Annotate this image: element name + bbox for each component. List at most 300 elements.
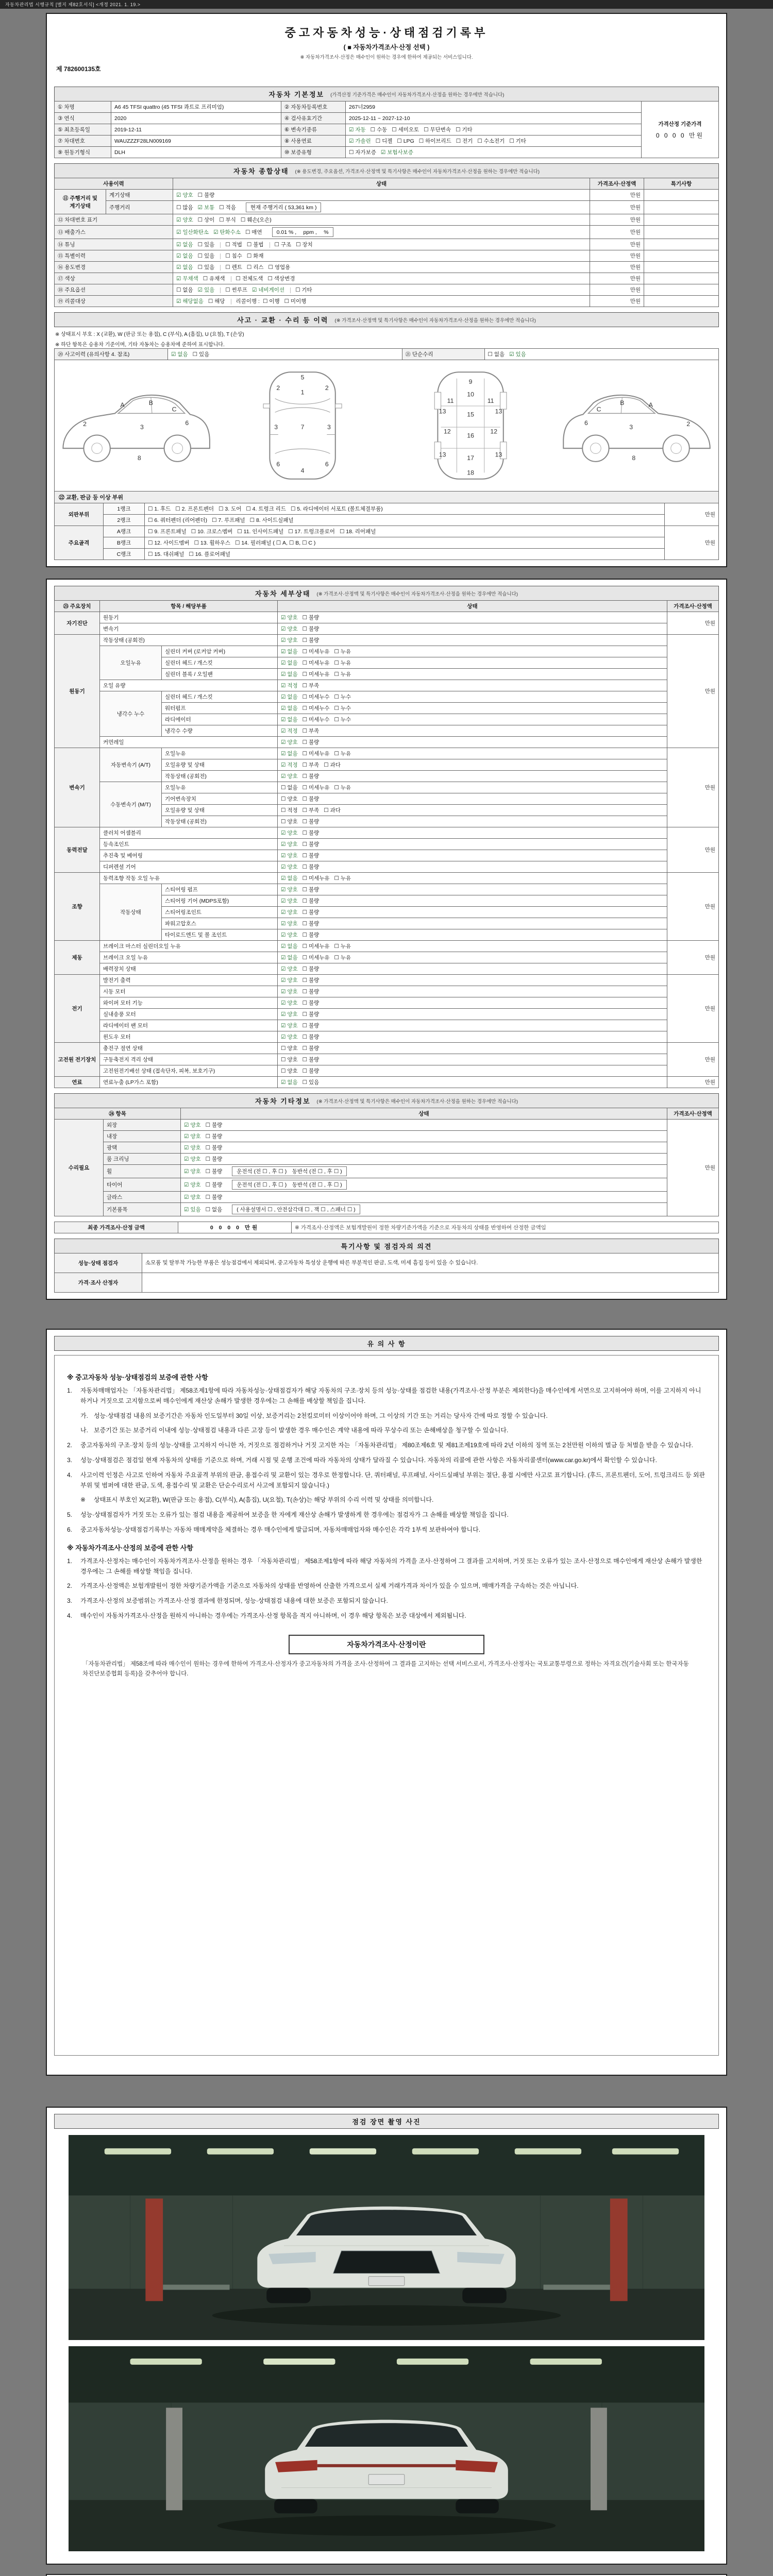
checkbox-하이브리드[interactable]: ☐ 하이브리드 [418,138,451,144]
checkbox-양호[interactable]: ☑ 양호 [281,989,298,995]
checkbox-양호[interactable]: ☐ 양호 [281,819,298,825]
checkbox-없음[interactable]: ☑ 없음 [281,705,298,711]
state-cell [278,975,667,986]
checkbox-불량[interactable]: ☐ 불량 [302,966,320,972]
checkbox-누유[interactable]: ☐ 누유 [334,785,351,791]
checkbox-있음[interactable]: ☐ 있음 [197,264,215,270]
part-label: 오일유량 및 상태 [162,805,278,816]
accident-history-row [55,349,719,360]
price-cell: 만원 [667,612,719,635]
checkbox-part-6[interactable]: ☐ 6. 쿼터펜더 (리어펜더) [148,517,208,523]
checkbox-미세누유[interactable]: ☐ 미세누유 [302,649,330,655]
checkbox-미세누수[interactable]: ☐ 미세누수 [302,705,330,711]
checkbox-있음[interactable]: ☐ 있음 [197,242,215,248]
detail-row [55,748,719,759]
checkbox-양호[interactable]: ☑ 양호 [281,887,298,893]
item-label: ⑱ 주요옵션 [55,284,173,296]
checkbox-적정[interactable]: ☑ 적정 [281,762,298,768]
checkbox-불량[interactable]: ☐ 불량 [302,1057,320,1063]
checkbox-part-7[interactable]: ☐ 7. 루프패널 [212,517,245,523]
checkbox-리스[interactable]: ☐ 리스 [246,264,264,270]
checkbox-불량[interactable]: ☐ 불량 [302,977,320,984]
checkbox-미세누수[interactable]: ☐ 미세누수 [302,694,330,700]
state-cell [181,1131,667,1142]
field-label: ② 자동차등록번호 [281,101,346,113]
checkbox-양호[interactable]: ☑ 양호 [281,1034,298,1040]
checkbox-불량[interactable]: ☐ 불량 [205,1133,223,1140]
checkbox-없음[interactable]: ☑ 없음 [281,1079,298,1086]
part-label: 오일유량 및 상태 [162,759,278,771]
checkbox-양호[interactable]: ☐ 양호 [281,1045,298,1052]
checkbox-있음[interactable]: ☑ 있음 [184,1207,201,1213]
checkbox-양호[interactable]: ☑ 양호 [281,841,298,848]
checkbox-불량[interactable]: ☐ 불량 [205,1145,223,1151]
part-label: 와이퍼 모터 기능 [100,997,278,1009]
checkbox-양호[interactable]: ☐ 양호 [281,1068,298,1074]
checkbox-불량[interactable]: ☐ 불량 [302,898,320,904]
checkbox-수동[interactable]: ☐ 수동 [370,127,388,133]
paragraph-text: 매수인이 자동차가격조사·산정을 원하지 아니하는 경우에는 가격조사·산정 항목을 적지 아니하며, 이 경우 해당 항목은 보증 대상에서 제외됩니다. [80,1612,466,1619]
checkbox-없음[interactable]: ☑ 없음 [176,253,193,259]
checkbox-불량[interactable]: ☐ 불량 [302,1034,320,1040]
checkbox-part-18[interactable]: ☐ 18. 리어패널 [339,529,376,535]
checkbox-part-2[interactable]: ☐ 2. 프론트펜더 [175,506,214,512]
detail-row [55,861,719,873]
checkbox-part-15[interactable]: ☐ 15. 대쉬패널 [148,551,184,557]
checkbox-없음[interactable]: ☐ 없음 [176,287,193,293]
detail-row [55,986,719,997]
checkbox-누수[interactable]: ☐ 누수 [334,694,351,700]
price-cell: 만원 [667,1077,719,1088]
state-cell [181,1142,667,1154]
checkbox-part-8[interactable]: ☐ 8. 사이드실패널 [249,517,294,523]
field-label: ⑦ 차대번호 [55,135,111,147]
checkbox-없음[interactable]: ☑ 없음 [281,875,298,882]
checkbox-불량[interactable]: ☐ 불량 [302,1011,320,1018]
state-cell [173,239,590,250]
checkbox-적정[interactable]: ☑ 적정 [281,728,298,734]
notice-paragraph [80,1495,706,1505]
part-label: 클러치 어셈블리 [100,827,278,839]
field-value: 2019-12-11 [111,124,281,135]
basic-info-row [55,124,719,135]
panel-number-8: 8 [632,454,636,462]
checkbox-보험사보증[interactable]: ☑ 보험사보증 [380,149,413,156]
checkbox-불량[interactable]: ☐ 불량 [205,1168,223,1175]
notice-paragraph [67,1386,706,1406]
checkbox-기타[interactable]: ☐ 기타 [509,138,526,144]
checkbox-불량[interactable]: ☐ 불량 [205,1182,223,1188]
price-definition-box: 자동차가격조사·산정이란 [289,1635,484,1654]
checkbox-양호[interactable]: ☐ 양호 [281,1057,298,1063]
checkbox-없음[interactable]: ☑ 없음 [281,717,298,723]
checkbox-있음[interactable]: ☑ 있음 [509,351,526,358]
checkbox-불량[interactable]: ☐ 불량 [302,615,320,621]
panel-number-4: 4 [300,467,305,474]
checkbox-미세누유[interactable]: ☐ 미세누유 [302,875,330,882]
checkbox-part-3[interactable]: ☐ 3. 도어 [219,506,242,512]
checkbox-화재[interactable]: ☐ 화재 [246,253,264,259]
paragraph-number: 5. [67,1511,73,1519]
item-label: ⑲ 리콜대상 [55,296,173,307]
checkbox-미세누유[interactable]: ☐ 미세누유 [302,785,330,791]
checkbox-누수[interactable]: ☐ 누수 [334,705,351,711]
panel-number-12: 12 [490,428,497,435]
checkbox-누유[interactable]: ☐ 누유 [334,660,351,666]
checkbox-불량[interactable]: ☐ 불량 [302,909,320,916]
checkbox-해당[interactable]: ☐ 해당 [208,298,225,304]
checkbox-양호[interactable]: ☑ 양호 [281,1000,298,1006]
checkbox-불량[interactable]: ☐ 불량 [302,830,320,836]
checkbox-누수[interactable]: ☐ 누수 [334,717,351,723]
use-history-group: ⑪ 주행거리 및 계기상태 [55,190,106,214]
checkbox-불량[interactable]: ☐ 불량 [302,989,320,995]
checkbox-훼손(오손)[interactable]: ☐ 훼손(오손) [240,217,272,223]
checkbox-없음[interactable]: ☐ 없음 [281,785,298,791]
checkbox-부식[interactable]: ☐ 부식 [219,217,236,223]
detail-row [55,839,719,850]
panel-items [145,549,665,560]
field-label: ④ 검사유효기간 [281,113,346,124]
detail-row [55,1020,719,1031]
checkbox-누유[interactable]: ☐ 누유 [334,649,351,655]
checkbox-양호[interactable]: ☑ 양호 [184,1156,201,1162]
notice-paragraph [80,1411,706,1421]
checkbox-상이[interactable]: ☐ 상이 [197,217,215,223]
panel-number-2: 2 [83,420,87,428]
checkbox-양호[interactable]: ☑ 양호 [281,921,298,927]
checkbox-불량[interactable]: ☐ 불량 [302,853,320,859]
checkbox-전체도색[interactable]: ☐ 전체도색 [236,276,263,282]
checkbox-없음[interactable]: ☐ 없음 [488,351,505,358]
checkbox-불량[interactable]: ☐ 불량 [302,1045,320,1052]
checkbox-양호[interactable]: ☑ 양호 [281,932,298,938]
paragraph-text: 가격조사·산정액은 보험개발원이 정한 차량기준가액을 기준으로 자동차의 상태를 반영하여 산출한 가격으로서 실제 거래가격과 차이가 있을 수 있으며, 매매가격을 구속하는 것은 아닙니다. [80,1582,579,1590]
item-label: 주행거리 [106,201,173,214]
exchange-rank-table [54,503,719,560]
checkbox-해당없음[interactable]: ☑ 해당없음 [176,298,204,304]
checkbox-미세누수[interactable]: ☐ 미세누수 [302,717,330,723]
detail-row [55,884,719,895]
checkbox-불량[interactable]: ☐ 불량 [302,637,320,643]
column-header: ㉓ 주요장치 [55,601,100,612]
checkbox-불량[interactable]: ☐ 불량 [205,1194,223,1200]
item-label: 기본품목 [104,1203,181,1216]
panel-number-A: A [648,401,653,409]
panel-number-1: 1 [300,388,305,396]
checkbox-양호[interactable]: ☑ 양호 [281,615,298,621]
overall-row [55,250,719,262]
checkbox-세미오토[interactable]: ☐ 세미오토 [392,127,419,133]
panel-group: 주요골격 [55,526,104,560]
checkbox-양호[interactable]: ☑ 양호 [281,773,298,779]
paragraph-text: 자동차매매업자는 「자동차관리법」 제58조제1항에 따라 자동차성능·상태점검자가 해당 자동차의 구조·장치 등의 성능·상태를 점검한 내용(가격조사·산정 부분은 제외한다)을 매수인에게 서면으로 고지하여야 하며, 이를 고지하지 아니하거나 거짓으로 고지함으로써 매수인에게 재산상 손해가 발생한 경우에는 그 손해를 배상할 책임을 집니다. [80,1387,701,1404]
opinion-text [142,1273,719,1293]
paragraph-text: 보증기간 또는 보증거리 이내에 성능·상태점검 내용과 다른 고장 등이 발생한 경우 매수인은 계약 내용에 따라 무상수리 또는 손해배상을 청구할 수 있습니다. [94,1427,509,1434]
checkbox-부족[interactable]: ☐ 부족 [302,728,320,734]
checkbox-LPG[interactable]: ☐ LPG [397,138,414,144]
photos-title: 점검 장면 촬영 사진 [352,2118,421,2126]
checkbox-일산화탄소[interactable]: ☑ 일산화탄소 [176,229,209,235]
paragraph-text: 중고자동차성능·상태점검기록부는 자동차 매매계약을 체결하는 경우 매수인에게 발급되며, 자동차매매업자와 매수인은 각각 1부씩 보관하여야 합니다. [80,1526,481,1533]
note-cell [644,273,719,284]
checkbox-누유[interactable]: ☐ 누유 [334,751,351,757]
checkbox-불량[interactable]: ☐ 불량 [302,932,320,938]
checkbox-자가보증[interactable]: ☐ 자가보증 [349,149,376,156]
paragraph-number: 6. [67,1526,73,1533]
checkbox-양호[interactable]: ☑ 양호 [184,1122,201,1128]
checkbox-침수[interactable]: ☐ 침수 [225,253,242,259]
checkbox-양호[interactable]: ☑ 양호 [184,1194,201,1200]
state-code-legend2: ※ 하단 항목은 승용차 기준이며, 기타 자동차는 승용차에 준하여 표시합니다. [55,342,225,348]
checkbox-불법[interactable]: ☐ 불법 [246,242,264,248]
set-divider [220,287,221,293]
opinions-table [54,1253,719,1293]
checkbox-부족[interactable]: ☐ 부족 [302,807,320,814]
checkbox-불량[interactable]: ☐ 불량 [302,864,320,870]
checkbox-part-12[interactable]: ☐ 12. 사이드멤버 [148,540,190,546]
checkbox-구조[interactable]: ☐ 구조 [274,242,292,248]
checkbox-불량[interactable]: ☐ 불량 [302,796,320,802]
checkbox-기타[interactable]: ☐ 기타 [295,287,312,293]
state-cell [278,805,667,816]
checkbox-가솔린[interactable]: ☑ 가솔린 [349,138,371,144]
checkbox-누유[interactable]: ☐ 누유 [334,955,351,961]
checkbox-불량[interactable]: ☐ 불량 [302,921,320,927]
etc-row [55,1120,719,1131]
state-cell [278,612,667,623]
checkbox-불량[interactable]: ☐ 불량 [302,1068,320,1074]
column-header: ㉔ 항목 [55,1108,181,1120]
part-label: 충전구 절연 상태 [100,1043,278,1054]
checkbox-부족[interactable]: ☐ 부족 [302,683,320,689]
checkbox-양호[interactable]: ☑ 양호 [281,898,298,904]
checkbox-양호[interactable]: ☑ 양호 [184,1168,201,1175]
price-cell: 만원 [590,226,644,239]
checkbox-양호[interactable]: ☑ 양호 [184,1145,201,1151]
checkbox-없음[interactable]: ☑ 없음 [281,955,298,961]
checkbox-불량[interactable]: ☐ 불량 [302,1023,320,1029]
checkbox-수소전기[interactable]: ☐ 수소전기 [477,138,505,144]
checkbox-part-16[interactable]: ☐ 16. 플로어패널 [189,551,230,557]
checkbox-적정[interactable]: ☐ 적정 [281,807,298,814]
checkbox-part-11[interactable]: ☐ 11. 인사이드패널 [237,529,284,535]
paragraph-number: 가. [80,1412,88,1419]
simple-repair-state [484,349,719,360]
checkbox-없음[interactable]: ☑ 없음 [176,242,193,248]
paragraph-text: 사고이력 인정은 사고로 인하여 자동차 주요골격 부위의 판금, 용접수리 및 교환이 있는 경우로 한정합니다. 단, 쿼터패널, 루프패널, 사이드실패널 부위는 절단, 용접 시에만 사고로 표기합니다. (후드, 프론트펜더, 도어, 트렁크리드 등 외판 부위 및 범퍼에 대한 판금, 도색, 용접수리 및 교환은 단순수리로서 사고에 포함되지 않습니다.) [80,1471,705,1489]
checkbox-있음[interactable]: ☐ 있음 [302,1079,320,1086]
state-cell [278,929,667,941]
inspection-photo-front [63,2135,710,2340]
checkbox-불량[interactable]: ☐ 불량 [302,841,320,848]
checkbox-장치[interactable]: ☐ 장치 [296,242,313,248]
checkbox-양호[interactable]: ☑ 양호 [184,1133,201,1140]
checkbox-없음[interactable]: ☑ 없음 [281,751,298,757]
rank-row [55,537,719,549]
checkbox-양호[interactable]: ☑ 양호 [281,1011,298,1018]
paragraph-number: 4. [67,1471,73,1479]
exchange-section-label: ㉒ 교환, 판금 등 이상 부위 [54,492,719,503]
checkbox-part-14[interactable]: ☐ 14. 필러패널 ( ☐ A, ☐ B, ☐ C ) [234,540,316,546]
section-notice [54,1336,719,1351]
checkbox-기타[interactable]: ☐ 기타 [456,127,473,133]
checkbox-part-17[interactable]: ☐ 17. 트렁크플로어 [288,529,335,535]
checkbox-불량[interactable]: ☐ 불량 [302,773,320,779]
checkbox-part-13[interactable]: ☐ 13. 휠하우스 [194,540,230,546]
checkbox-불량[interactable]: ☐ 불량 [197,192,215,198]
section-overall-title: 자동차 종합상태 [233,167,289,175]
checkbox-무단변속[interactable]: ☐ 무단변속 [424,127,451,133]
checkbox-과다[interactable]: ☐ 과다 [324,807,341,814]
part-label: 발전기 출력 [100,975,278,986]
checkbox-영업용[interactable]: ☐ 영업용 [268,264,291,270]
basic-info-row [55,135,719,147]
checkbox-미세누유[interactable]: ☐ 미세누유 [302,671,330,677]
checkbox-적법[interactable]: ☐ 적법 [225,242,242,248]
checkbox-양호[interactable]: ☑ 양호 [281,977,298,984]
checkbox-있음[interactable]: ☐ 있음 [197,253,215,259]
checkbox-자동[interactable]: ☑ 자동 [349,127,366,133]
state-cell [181,1165,667,1178]
checkbox-없음[interactable]: ☑ 없음 [281,694,298,700]
checkbox-없음[interactable]: ☑ 없음 [176,264,193,270]
checkbox-색상변경[interactable]: ☐ 색상변경 [267,276,295,282]
checkbox-적정[interactable]: ☑ 적정 [281,683,298,689]
checkbox-불량[interactable]: ☐ 불량 [302,739,320,745]
checkbox-디젤[interactable]: ☐ 디젤 [375,138,393,144]
checkbox-양호[interactable]: ☑ 양호 [281,864,298,870]
checkbox-불량[interactable]: ☐ 불량 [205,1156,223,1162]
checkbox-부족[interactable]: ☐ 부족 [302,762,320,768]
etc-header-row [55,1108,719,1120]
device-group: 전기 [55,975,100,1043]
checkbox-썬루프[interactable]: ☐ 썬루프 [225,287,248,293]
set-divider [220,242,221,248]
overall-row [55,284,719,296]
final-price-unit: 만원 [244,1225,260,1231]
checkbox-네비게이션[interactable]: ☑ 네비게이션 [252,287,285,293]
checkbox-없음[interactable]: ☑ 없음 [281,671,298,677]
paragraph-number: 2. [67,1442,73,1449]
checkbox-불량[interactable]: ☐ 불량 [302,819,320,825]
part-label: 커먼레일 [100,737,278,748]
checkbox-양호[interactable]: ☑ 양호 [281,853,298,859]
panel-number-3: 3 [274,423,278,431]
checkbox-과다[interactable]: ☐ 과다 [324,762,341,768]
checkbox-part-9[interactable]: ☐ 9. 프론트패널 [148,529,187,535]
checkbox-미세누유[interactable]: ☐ 미세누유 [302,660,330,666]
checkbox-불량[interactable]: ☐ 불량 [302,1000,320,1006]
item-label: 휠 [104,1165,181,1178]
checkbox-없음[interactable]: ☑ 없음 [281,943,298,950]
checkbox-불량[interactable]: ☐ 불량 [302,887,320,893]
checkbox-part-1[interactable]: ☐ 1. 후드 [148,506,171,512]
price-cell: 만원 [590,284,644,296]
checkbox-part-5[interactable]: ☐ 5. 라디에이터 서포트 (볼트체결부품) [290,506,383,512]
car-diagram-underbody-icon [391,364,550,487]
checkbox-보통[interactable]: ☑ 보통 [197,205,215,211]
checkbox-양호[interactable]: ☑ 양호 [176,192,193,198]
state-cell [278,1043,667,1054]
panel-number-6: 6 [276,461,280,468]
checkbox-없음[interactable]: ☑ 없음 [281,660,298,666]
checkbox-렌트[interactable]: ☐ 렌트 [225,264,242,270]
rank-label: C랭크 [104,549,145,560]
checkbox-불량[interactable]: ☐ 불량 [302,626,320,632]
checkbox-유채색[interactable]: ☐ 유채색 [203,276,225,282]
checkbox-양호[interactable]: ☑ 양호 [281,626,298,632]
checkbox-있음[interactable]: ☑ 있음 [197,287,215,293]
checkbox-이행[interactable]: ☐ 이행 [262,298,280,304]
checkbox-미세누유[interactable]: ☐ 미세누유 [302,943,330,950]
accident-history-label: ⑳ 사고이력 (유의사항 4. 참조) [55,349,168,360]
part-label: 작동상태 (공회전) [100,635,278,646]
state-cell [173,201,590,214]
checkbox-양호[interactable]: ☑ 양호 [281,739,298,745]
checkbox-미세누유[interactable]: ☐ 미세누유 [302,751,330,757]
state-cell [173,262,590,273]
checkbox-있음[interactable]: ☐ 있음 [192,351,210,358]
opinion-row [55,1273,719,1293]
detail-row [55,997,719,1009]
checkbox-많음[interactable]: ☐ 많음 [176,205,193,211]
checkbox-매연[interactable]: ☐ 매연 [245,229,262,235]
base-price-cell [642,101,719,158]
state-cell [181,1192,667,1203]
panel-number-15: 15 [466,411,474,418]
part-label: 연료누출 (LP가스 포함) [100,1077,278,1088]
section-etc [54,1093,719,1108]
checkbox-part-4[interactable]: ☐ 4. 트렁크 리드 [246,506,286,512]
checkbox-누유[interactable]: ☐ 누유 [334,671,351,677]
checkbox-part-10[interactable]: ☐ 10. 크로스멤버 [191,529,233,535]
panel-number-3: 3 [140,423,144,431]
detail-row [55,975,719,986]
checkbox-양호[interactable]: ☐ 양호 [281,796,298,802]
detail-row [55,646,719,657]
device-group: 연료 [55,1077,100,1088]
checkbox-양호[interactable]: ☑ 양호 [281,909,298,916]
subsystem-label: 작동상태 [100,884,162,941]
checkbox-미이행[interactable]: ☐ 미이행 [284,298,307,304]
subsystem-label: 냉각수 누수 [100,691,162,737]
checkbox-양호[interactable]: ☑ 양호 [281,637,298,643]
checkbox-양호[interactable]: ☑ 양호 [281,966,298,972]
checkbox-없음[interactable]: ☑ 없음 [171,351,188,358]
checkbox-없음[interactable]: ☑ 없음 [281,649,298,655]
checkbox-양호[interactable]: ☑ 양호 [281,830,298,836]
checkbox-탄화수소[interactable]: ☑ 탄화수소 [213,229,241,235]
checkbox-전기[interactable]: ☐ 전기 [456,138,473,144]
checkbox-적음[interactable]: ☐ 적음 [219,205,236,211]
state-cell [278,907,667,918]
checkbox-양호[interactable]: ☑ 양호 [281,1023,298,1029]
panel-number-12: 12 [443,428,451,435]
set-divider [220,253,221,259]
device-group: 자기진단 [55,612,100,635]
checkbox-양호[interactable]: ☑ 양호 [184,1182,201,1188]
checkbox-무채색[interactable]: ☑ 무채색 [176,276,198,282]
checkbox-미세누유[interactable]: ☐ 미세누유 [302,955,330,961]
checkbox-누유[interactable]: ☐ 누유 [334,875,351,882]
set-divider [220,265,221,270]
checkbox-불량[interactable]: ☐ 불량 [205,1122,223,1128]
checkbox-누유[interactable]: ☐ 누유 [334,943,351,950]
state-cell [278,918,667,929]
checkbox-양호[interactable]: ☑ 양호 [176,217,193,223]
checkbox-없음[interactable]: ☐ 없음 [205,1207,223,1213]
